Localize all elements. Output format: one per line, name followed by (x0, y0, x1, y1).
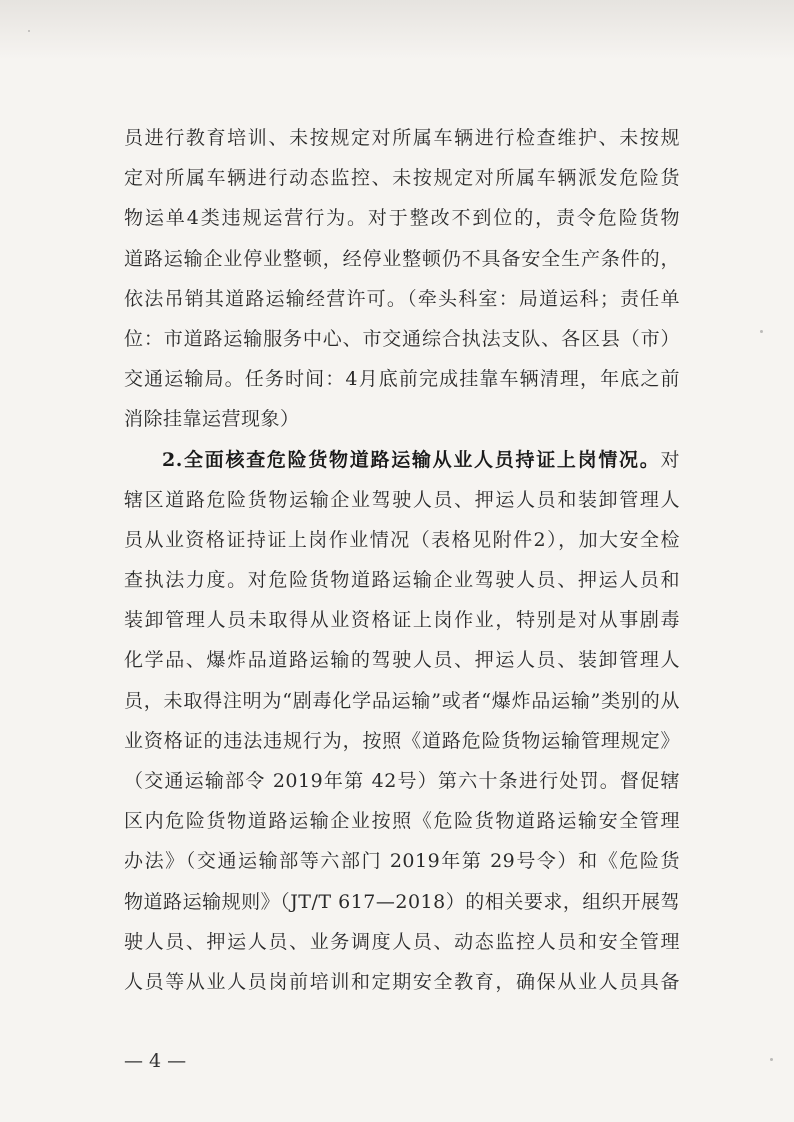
text-line: 办法》（交通运输部等六部门 2019年第 29号令）和《危险货 (124, 850, 680, 873)
text-line: 化学品、爆炸品道路运输的驾驶人员、押运人员、装卸管理人 (124, 649, 680, 672)
text-line: 驶人员、押运人员、业务调度人员、动态监控人员和安全管理 (124, 930, 680, 953)
text-line: 装卸管理人员未取得从业资格证上岗作业，特别是对从事剧毒 (124, 609, 680, 632)
text-line: 人员等从业人员岗前培训和定期安全教育，确保从业人员具备 (124, 970, 680, 993)
scan-speck (770, 1058, 773, 1061)
text-line: 道路运输企业停业整顿，经停业整顿仍不具备安全生产条件的， (124, 247, 680, 270)
text-line: 位：市道路运输服务中心、市交通综合执法支队、各区县（市） (124, 327, 680, 350)
scan-speck (28, 30, 30, 32)
text-line: 物运单4类违规运营行为。对于整改不到位的，责令危险货物 (124, 207, 680, 230)
paragraph-2-first-tail: 对 (660, 448, 680, 471)
text-line: 辖区道路危险货物运输企业驾驶人员、押运人员和装卸管理人 (124, 488, 680, 511)
text-line: 业资格证的违法违规行为，按照《道路危险货物运输管理规定》 (124, 729, 680, 752)
text-line: （交通运输部令 2019年第 42号）第六十条进行处罚。督促辖 (124, 770, 680, 792)
text-line: 消除挂靠运营现象） (124, 408, 300, 431)
text-line: 查执法力度。对危险货物道路运输企业驾驶人员、押运人员和 (124, 569, 680, 592)
scan-shadow (0, 0, 794, 60)
scan-speck (760, 330, 763, 333)
page-number: — 4 — (124, 1050, 187, 1072)
text-line: 依法吊销其道路运输经营许可。（牵头科室：局道运科；责任单 (124, 287, 680, 310)
paragraph-2-first-line (124, 440, 680, 480)
text-line: 区内危险货物道路运输企业按照《危险货物道路运输安全管理 (124, 810, 680, 833)
text-line: 员从业资格证持证上岗作业情况（表格见附件2），加大安全检 (124, 528, 680, 551)
text-line: 员进行教育培训、未按规定对所属车辆进行检查维护、未按规 (124, 127, 680, 149)
text-line: 员，未取得注明为“剧毒化学品运输”或者“爆炸品运输”类别的从 (124, 689, 680, 712)
paragraph-2-heading: 2.全面核查危险货物道路运输从业人员持证上岗情况。 (162, 448, 661, 471)
text-line: 物道路运输规则》（JT/T 617—2018）的相关要求，组织开展驾 (124, 890, 680, 913)
text-line: 交通运输局。任务时间：4月底前完成挂靠车辆清理，年底之前 (124, 368, 680, 391)
body-text (124, 118, 680, 1002)
text-line: 定对所属车辆进行动态监控、未按规定对所属车辆派发危险货 (124, 167, 680, 190)
